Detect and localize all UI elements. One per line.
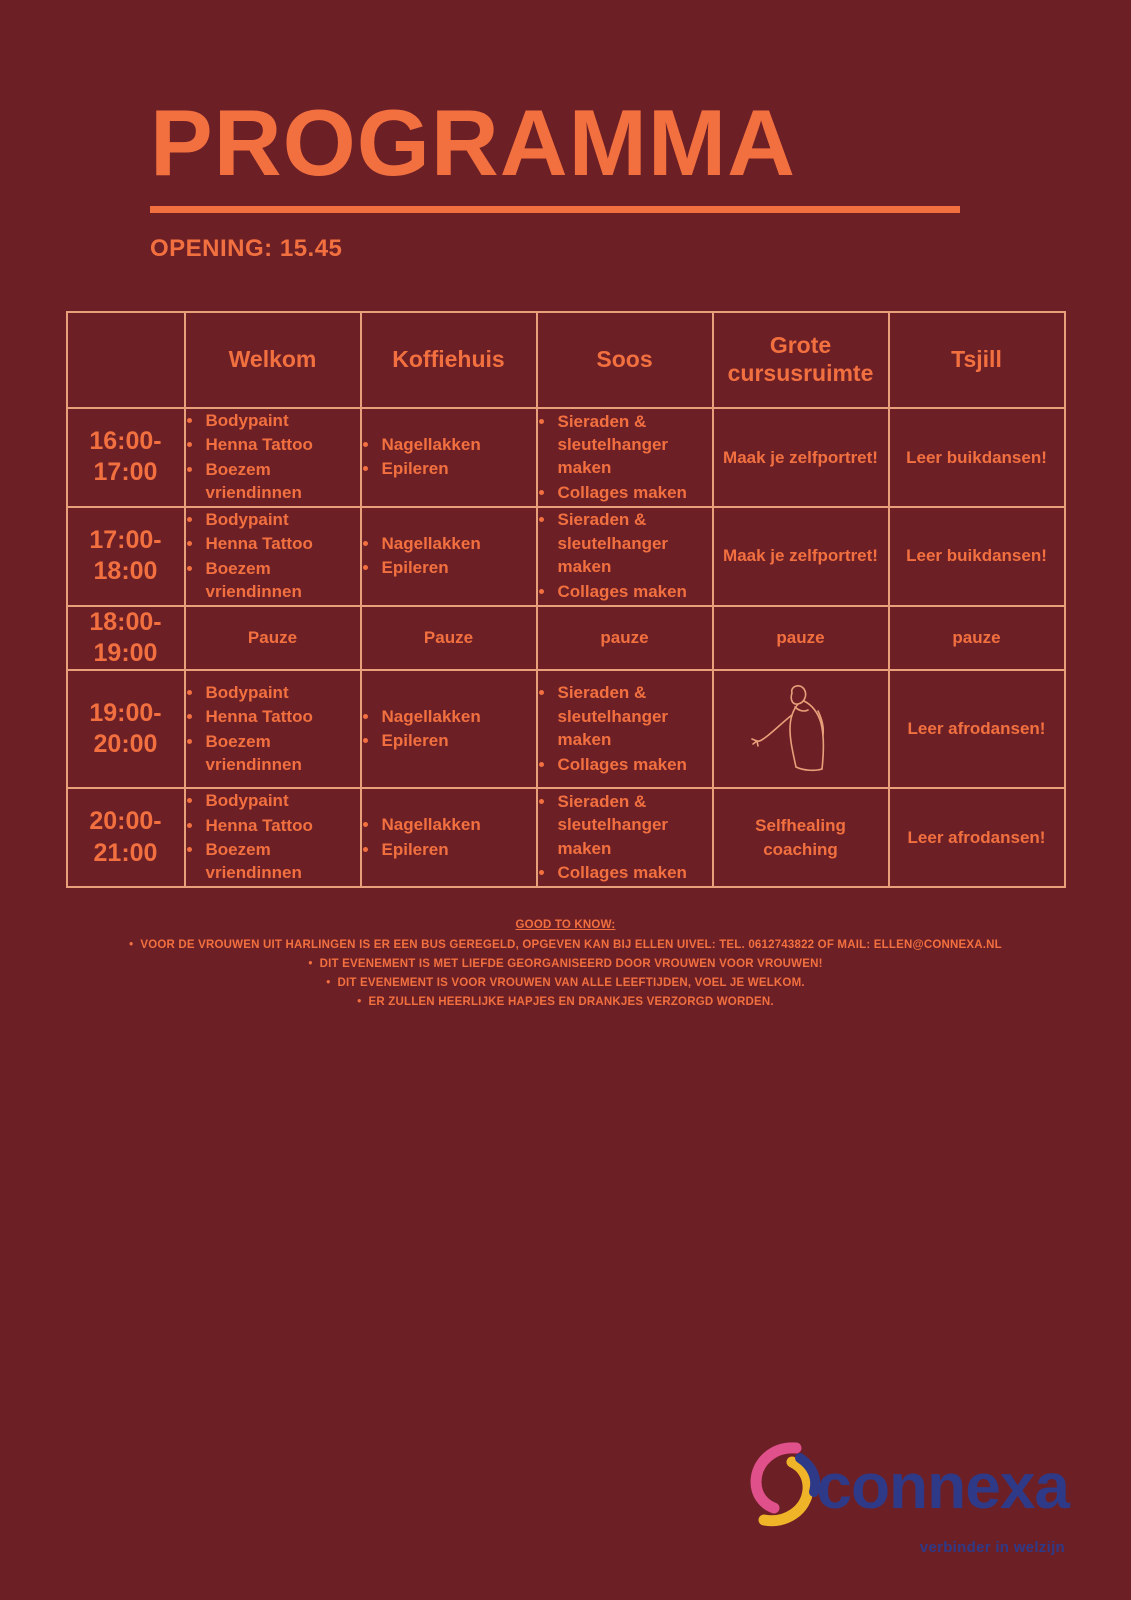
list-item: • ER ZULLEN HEERLIJKE HAPJES EN DRANKJES VERZORGD WORDEN.: [0, 993, 1131, 1012]
list-item: • Bodypaint: [204, 409, 360, 432]
row-time: 17:00-18:00: [67, 507, 185, 606]
list-item: • Epileren: [380, 556, 536, 579]
list-item: • Boezem vriendinnen: [204, 838, 360, 885]
logo-tagline: verbinder in welzijn: [919, 1539, 1065, 1556]
list-item: • VOOR DE VROUWEN UIT HARLINGEN IS ER EEN BUS GEREGELD, OPGEVEN KAN BIJ ELLEN UIVEL: TEL. 0612743822 OF MAIL: ELLEN@CONNEXA.NL: [0, 936, 1131, 955]
cell-cursusruimte: Maak je zelfportret!: [713, 408, 889, 507]
cell-koffiehuis: [361, 408, 537, 507]
cell-cursusruimte: Selfhealing coaching: [713, 788, 889, 887]
cell-cursusruimte: pauze: [713, 606, 889, 671]
cell-welkom: [185, 507, 361, 606]
column-header-cursusruimte: Grote cursusruimte: [713, 312, 889, 408]
cell-welkom: [185, 670, 361, 788]
table-corner-cell: [67, 312, 185, 408]
header: [0, 0, 1131, 263]
list-item: • Sieraden & sleutelhanger maken: [556, 681, 712, 751]
cell-cursusruimte: [713, 670, 889, 788]
cell-welkom: Pauze: [185, 606, 361, 671]
list-item: • Sieraden & sleutelhanger maken: [556, 410, 712, 480]
schedule-table-wrapper: [66, 311, 1066, 888]
list-item: • Boezem vriendinnen: [204, 557, 360, 604]
cell-welkom: [185, 408, 361, 507]
list-item: • DIT EVENEMENT IS VOOR VROUWEN VAN ALLE LEEFTIJDEN, VOEL JE WELKOM.: [0, 974, 1131, 993]
table-row: [67, 606, 1065, 671]
page-title: PROGRAMMA: [150, 90, 797, 195]
list-item: • Collages maken: [556, 481, 712, 504]
table-row: [67, 507, 1065, 606]
list-item: • Henna Tattoo: [204, 532, 360, 555]
cell-soos: [537, 507, 713, 606]
list-item: • Bodypaint: [204, 681, 360, 704]
table-row: [67, 788, 1065, 887]
cell-koffiehuis: [361, 507, 537, 606]
cell-soos: [537, 408, 713, 507]
table-header-row: [67, 312, 1065, 408]
list-item: • Epileren: [380, 457, 536, 480]
schedule-table: [66, 311, 1066, 888]
connexa-logo: [734, 1436, 1069, 1556]
notes-list: [0, 936, 1131, 1012]
list-item: • Nagellakken: [380, 433, 536, 456]
column-header-welkom: Welkom: [185, 312, 361, 408]
cell-tsjill: Leer buikdansen!: [889, 408, 1065, 507]
table-row: [67, 408, 1065, 507]
row-time: 19:00-20:00: [67, 670, 185, 788]
list-item: • Collages maken: [556, 753, 712, 776]
notes-heading: GOOD TO KNOW:: [515, 918, 616, 931]
column-header-soos: Soos: [537, 312, 713, 408]
cell-koffiehuis: [361, 670, 537, 788]
list-item: • Boezem vriendinnen: [204, 458, 360, 505]
cell-tsjill: pauze: [889, 606, 1065, 671]
row-time: 20:00-21:00: [67, 788, 185, 887]
cell-welkom: [185, 788, 361, 887]
dancing-woman-illustration: [722, 681, 880, 777]
list-item: • Collages maken: [556, 861, 712, 884]
list-item: • Henna Tattoo: [204, 705, 360, 728]
list-item: • Nagellakken: [380, 813, 536, 836]
list-item: • DIT EVENEMENT IS MET LIEFDE GEORGANISEERD DOOR VROUWEN VOOR VROUWEN!: [0, 955, 1131, 974]
table-row: [67, 670, 1065, 788]
list-item: • Bodypaint: [204, 508, 360, 531]
row-time: 16:00-17:00: [67, 408, 185, 507]
row-time: 18:00-19:00: [67, 606, 185, 671]
list-item: • Sieraden & sleutelhanger maken: [556, 508, 712, 578]
list-item: • Sieraden & sleutelhanger maken: [556, 790, 712, 860]
column-header-koffiehuis: Koffiehuis: [361, 312, 537, 408]
list-item: • Nagellakken: [380, 705, 536, 728]
cell-tsjill: Leer buikdansen!: [889, 507, 1065, 606]
column-header-tsjill: Tsjill: [889, 312, 1065, 408]
opening-time: OPENING: 15.45: [150, 235, 343, 262]
cell-soos: pauze: [537, 606, 713, 671]
list-item: • Epileren: [380, 838, 536, 861]
list-item: • Collages maken: [556, 580, 712, 603]
list-item: • Boezem vriendinnen: [204, 730, 360, 777]
list-item: • Nagellakken: [380, 532, 536, 555]
cell-koffiehuis: [361, 788, 537, 887]
cell-soos: [537, 788, 713, 887]
logo-wordmark: connexa: [816, 1449, 1069, 1522]
list-item: • Henna Tattoo: [204, 814, 360, 837]
cell-soos: [537, 670, 713, 788]
cell-tsjill: Leer afrodansen!: [889, 670, 1065, 788]
good-to-know-notes: [0, 916, 1131, 1012]
cell-cursusruimte: Maak je zelfportret!: [713, 507, 889, 606]
list-item: • Henna Tattoo: [204, 433, 360, 456]
cell-koffiehuis: Pauze: [361, 606, 537, 671]
title-underline: [150, 206, 960, 213]
list-item: • Epileren: [380, 729, 536, 752]
cell-tsjill: Leer afrodansen!: [889, 788, 1065, 887]
list-item: • Bodypaint: [204, 789, 360, 812]
